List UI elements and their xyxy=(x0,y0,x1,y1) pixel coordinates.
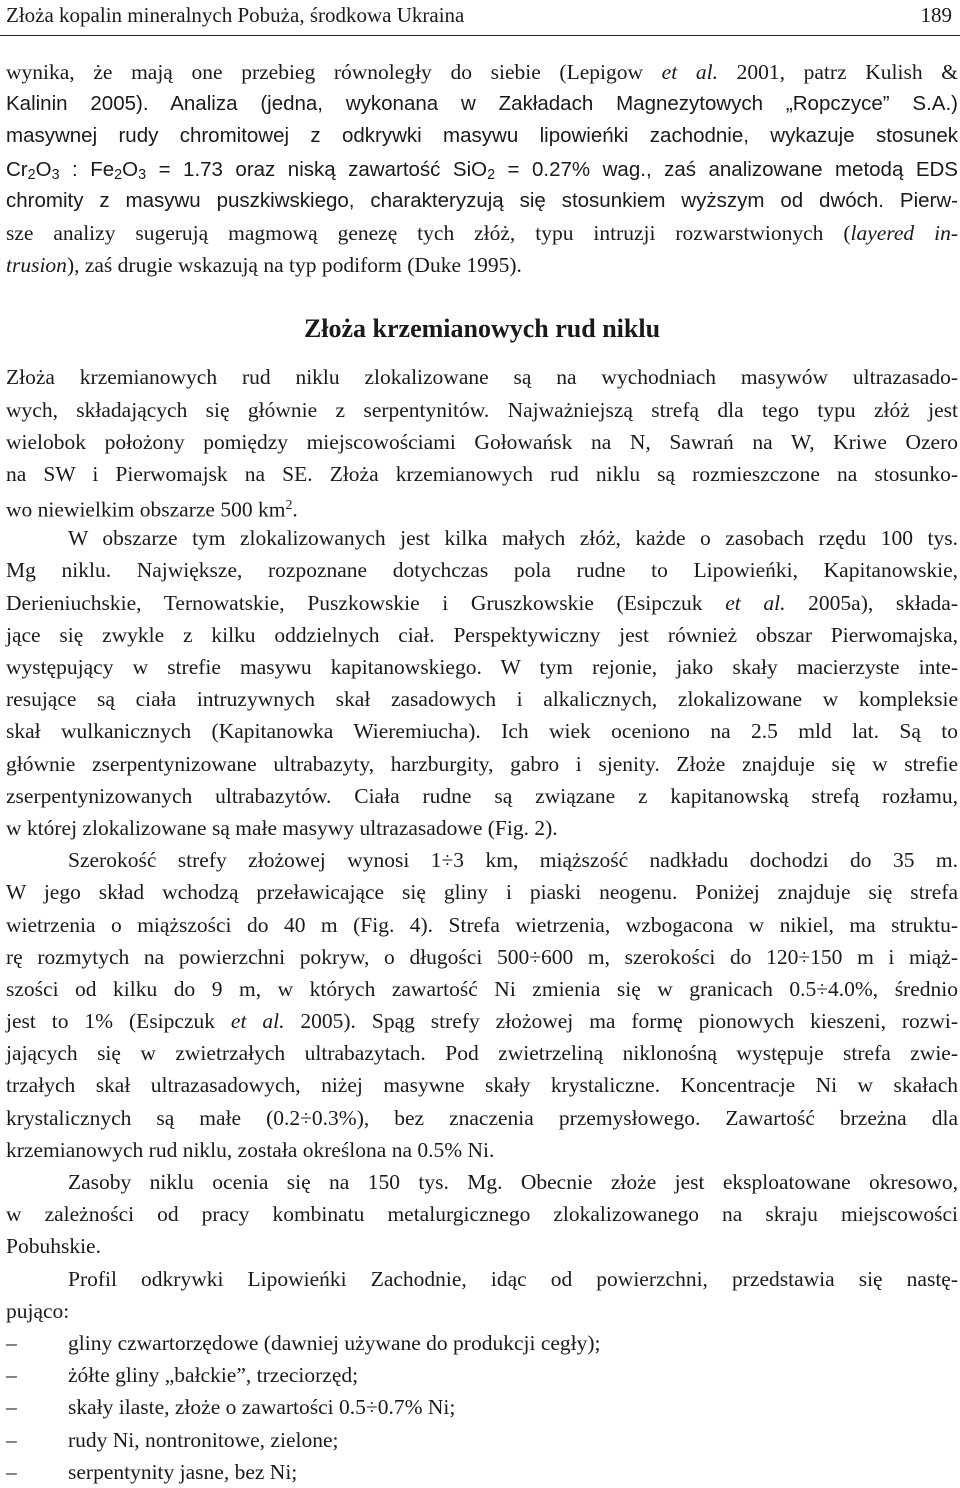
text-line: wynika, że mają one przebieg równoległy do siebie (Lepigow et al. 2001, patrz Kulish & xyxy=(6,60,958,84)
page-number: 189 xyxy=(920,3,952,27)
text-line: Pobuhskie. xyxy=(6,1234,101,1259)
chemical-formula: $Cr_2O_3$ : $Fe_2O_3 = 1.73$ oraz niską zawartość SiO$_2$ = 0.27% wag. xyxy=(6,157,646,183)
dash-marker: – xyxy=(6,1459,17,1484)
list-item: – żółte gliny „bałckie”, trzeciorzęd; xyxy=(6,1359,958,1391)
text-line: Derieniuchskie, Ternowatskie, Puszkowskie i Gruszkowskie (Esipczuk et al. 2005a), składa- xyxy=(6,590,958,615)
dash-marker: – xyxy=(6,1427,17,1452)
text-line: jące się zwykle z kilku oddzielnych ciał. Perspektywiczny jest również obszar Pierwomajska, xyxy=(6,622,958,647)
text-line: wo niewielkim obszarze 500 $km^2$. xyxy=(6,497,298,522)
text-line: zserpentynizowanych ultrabazytów. Ciała rudne są związane z kapitanowską strefą rozłamu, xyxy=(6,783,958,808)
running-header xyxy=(0,0,960,36)
text-line: Kalinin 2005). Analiza (jedna, wykonana w Zakładach Magnezytowych „Ropczyce” S.A.) xyxy=(6,92,958,116)
paragraph-weathering-zone xyxy=(6,844,958,1166)
text-line: rę rozmytych na powierzchni pokryw, o długości 500÷600 m, szerokości do 120÷150 m i miąż- xyxy=(6,944,958,969)
text-line: Mg niklu. Największe, rozpoznane dotychczas pola rudne to Lipowieńki, Kapitanowskie, xyxy=(6,558,958,583)
section-heading: Złoża krzemianowych rud niklu xyxy=(303,314,661,344)
list-item: – gliny czwartorzędowe (dawniej używane do produkcji cegły); xyxy=(6,1327,958,1359)
dash-marker: – xyxy=(6,1395,17,1420)
text-line: krzemianowych rud niklu, została określona na 0.5% Ni. xyxy=(6,1137,495,1162)
text-line: szości od kilku do 9 m, w których zawartość Ni zmienia się w granicach 0.5÷4.0%, średnio xyxy=(6,976,958,1001)
text-line: sze analizy sugerują magmową genezę tych złóż, typu intruzji rozwarstwionych (layered in- xyxy=(6,220,958,245)
list-item: – rudy Ni, nontronitowe, zielone; xyxy=(6,1424,958,1456)
text-line: wielobok położony pomiędzy miejscowościami Gołowańsk na N, Sawrań na W, Kriwe Ozero xyxy=(6,429,958,454)
text-line: chromity z masywu puszkiwskiego, charakteryzują się stosunkiem wyższym od dwóch. Pierw- xyxy=(6,188,958,212)
text-line: skał wulkanicznych (Kapitanowka Wieremiucha). Ich wiek oceniono na 2.5 mld lat. Są to xyxy=(6,719,958,744)
text-line: jających się w zwietrzałych ultrabazytach. Pod zwietrzeliną niklonośną występuje strefa zwie- xyxy=(6,1041,958,1066)
paragraph-profile xyxy=(6,1263,958,1327)
text-line: krystalicznych są małe (0.2÷0.3%), bez znaczenia przemysłowego. Zawartość brzeżna dla xyxy=(6,1105,958,1130)
formula-line: $Cr_2O_3$ : $Fe_2O_3 = 1.73$ oraz niską zawartość SiO$_2$ = 0.27% wag., zaś analizowane metodą EDS xyxy=(6,157,958,183)
list-item: – skały ilaste, złoże o zawartości 0.5÷0.7% Ni; xyxy=(6,1391,958,1423)
list-item: – serpentynity jasne, bez Ni; xyxy=(6,1456,958,1488)
text-line: występujący w strefie masywu kapitanowskiego. W tym rejonie, jako skały macierzyste inte- xyxy=(6,655,958,679)
text-line: trusion), zaś drugie wskazują na typ podiform (Duke 1995). xyxy=(6,253,522,278)
dash-marker: – xyxy=(6,1363,17,1388)
text-line: w zależności od pracy kombinatu metalurgicznego zlokalizowanego na skraju miejscowości xyxy=(6,1202,958,1227)
text-line: W jego skład wchodzą przeławicające się gliny i piaski neogenu. Poniżej znajduje się strefa xyxy=(6,880,958,905)
text-line: pująco: xyxy=(6,1298,70,1323)
paragraph-chromite xyxy=(6,56,958,281)
dash-marker: – xyxy=(6,1330,17,1355)
text-line: Szerokość strefy złożowej wynosi 1÷3 km, miąższość nadkładu dochodzi do 35 m. xyxy=(68,848,958,873)
text-line: resujące są ciała intruzywnych skał zasadowych i alkalicznych, zlokalizowane w kompleksie xyxy=(6,687,958,712)
text-line: na SW i Pierwomajsk na SE. Złoża krzemianowych rud niklu są rozmieszczone na stosunko- xyxy=(6,461,958,486)
header-title: Złoża kopalin mineralnych Pobuża, środkowa Ukraina xyxy=(6,3,465,27)
text-line: jest to 1% (Esipczuk et al. 2005). Spąg strefy złożowej ma formę pionowych kieszeni, rozwi- xyxy=(6,1009,958,1034)
text-line: Profil odkrywki Lipowieńki Zachodnie, idąc od powierzchni, przedstawia się nastę- xyxy=(68,1266,958,1291)
text-line: Złoża krzemianowych rud niklu zlokalizowane są na wychodniach masywów ultrazasado- xyxy=(6,365,958,390)
text-line: głównie zserpentynizowane ultrabazyty, harzburgity, gabro i sjenity. Złoże znajduje się w strefie xyxy=(6,751,958,776)
text-line: Zasoby niklu ocenia się na 150 tys. Mg. Obecnie złoże jest eksploatowane okresowo, xyxy=(68,1170,958,1194)
text-line: masywnej rudy chromitowej z odkrywki masywu lipowieńki zachodnie, wykazuje stosunek xyxy=(6,124,958,148)
text-line: wych, składających się głównie z serpentynitów. Najważniejszą strefą dla tego typu złóż jest xyxy=(6,397,958,422)
body-text xyxy=(6,56,958,1488)
paragraph-ore-fields xyxy=(6,522,958,844)
text-line: wietrzenia o miąższości do 40 m (Fig. 4). Strefa wietrzenia, wzbogacona w nikiel, ma struktu- xyxy=(6,912,958,937)
text-line: trzałych skał ultrazasadowych, niżej masywne skały krystaliczne. Koncentracje Ni w skałach xyxy=(6,1073,958,1098)
paragraph-reserves xyxy=(6,1166,958,1263)
text-line: W obszarze tym zlokalizowanych jest kilka małych złóż, każde o zasobach rzędu 100 tys. xyxy=(68,526,958,551)
paragraph-nickel-deposits xyxy=(6,361,958,522)
text-line: w której zlokalizowane są małe masywy ultrazasadowe (Fig. 2). xyxy=(6,815,558,840)
profile-list xyxy=(6,1327,958,1488)
